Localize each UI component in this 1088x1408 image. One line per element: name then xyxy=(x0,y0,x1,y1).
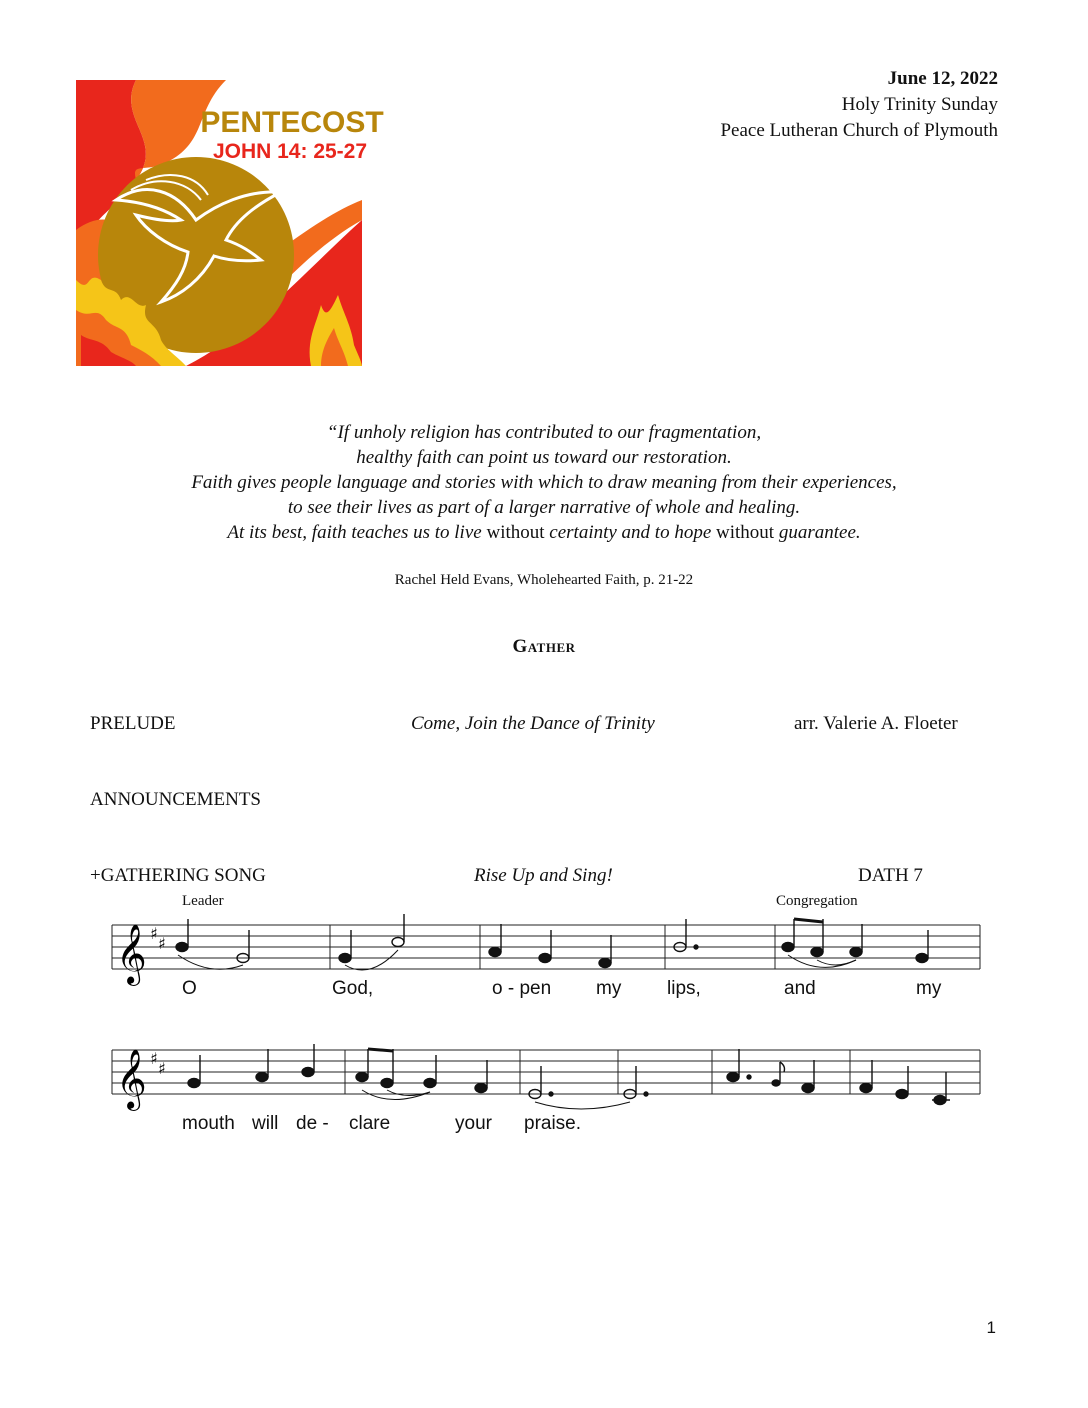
lyric-word: and xyxy=(784,978,816,999)
announcements-label: ANNOUNCEMENTS xyxy=(90,789,261,810)
lyric-word: o - pen xyxy=(492,978,552,999)
lyric-word: will xyxy=(252,1113,279,1134)
lyric-word: mouth xyxy=(182,1113,235,1134)
church-name: Peace Lutheran Church of Plymouth xyxy=(720,120,998,141)
logo-reference: JOHN 14: 25-27 xyxy=(212,140,368,163)
lyric-word: clare xyxy=(349,1113,391,1134)
prelude-label: PRELUDE xyxy=(90,713,176,734)
leader-label: Leader xyxy=(182,893,224,909)
logo-title: PENTECOST xyxy=(200,106,384,139)
page-number: 1 xyxy=(986,1318,996,1337)
treble-clef-icon: 𝄞 xyxy=(116,924,147,984)
lyric-word: de - xyxy=(296,1113,329,1134)
quote-line: healthy faith can point us toward our restoration. xyxy=(356,447,732,468)
sharp-icon: ♯ xyxy=(158,934,166,953)
quote-citation: Rachel Held Evans, Wholehearted Faith, p. 21-22 xyxy=(394,572,694,588)
lyric-word: O xyxy=(182,978,197,999)
pentecost-artwork-image xyxy=(76,80,384,366)
music-staff-line-2 xyxy=(100,1040,990,1120)
lyric-word: God, xyxy=(332,978,374,999)
lyric-word: my xyxy=(596,978,622,999)
service-occasion: Holy Trinity Sunday xyxy=(841,94,998,115)
sharp-icon: ♯ xyxy=(158,1059,166,1078)
gathering-song-title: Rise Up and Sing! xyxy=(474,865,613,886)
sharp-icon: ♯ xyxy=(150,924,158,943)
treble-clef-icon: 𝄞 xyxy=(116,1049,147,1109)
pentecost-logo xyxy=(76,80,384,366)
lyric-word: praise. xyxy=(524,1113,582,1134)
prelude-title: Come, Join the Dance of Trinity xyxy=(411,713,655,734)
quote-line: At its best, faith teaches us to live without certainty and to hope without guarantee. xyxy=(227,522,861,543)
quote-line: to see their lives as part of a larger narrative of whole and healing. xyxy=(287,497,801,518)
bulletin-header xyxy=(720,66,998,144)
epigraph-quote xyxy=(0,420,1088,545)
lyric-word: my xyxy=(916,978,942,999)
sharp-icon: ♯ xyxy=(150,1049,158,1068)
gathering-song-credit: DATH 7 xyxy=(858,865,923,886)
lyric-word: lips, xyxy=(667,978,701,999)
section-title: Gather xyxy=(512,636,576,657)
gathering-song-label: +GATHERING SONG xyxy=(90,865,266,886)
congregation-label: Congregation xyxy=(776,893,858,909)
prelude-credit: arr. Valerie A. Floeter xyxy=(794,713,958,734)
lyric-word: your xyxy=(455,1113,492,1134)
quote-line: Faith gives people language and stories with which to draw meaning from their experiences, xyxy=(191,472,897,493)
quote-line: “If unholy religion has contributed to our fragmentation, xyxy=(326,422,762,443)
service-date: June 12, 2022 xyxy=(887,68,998,89)
